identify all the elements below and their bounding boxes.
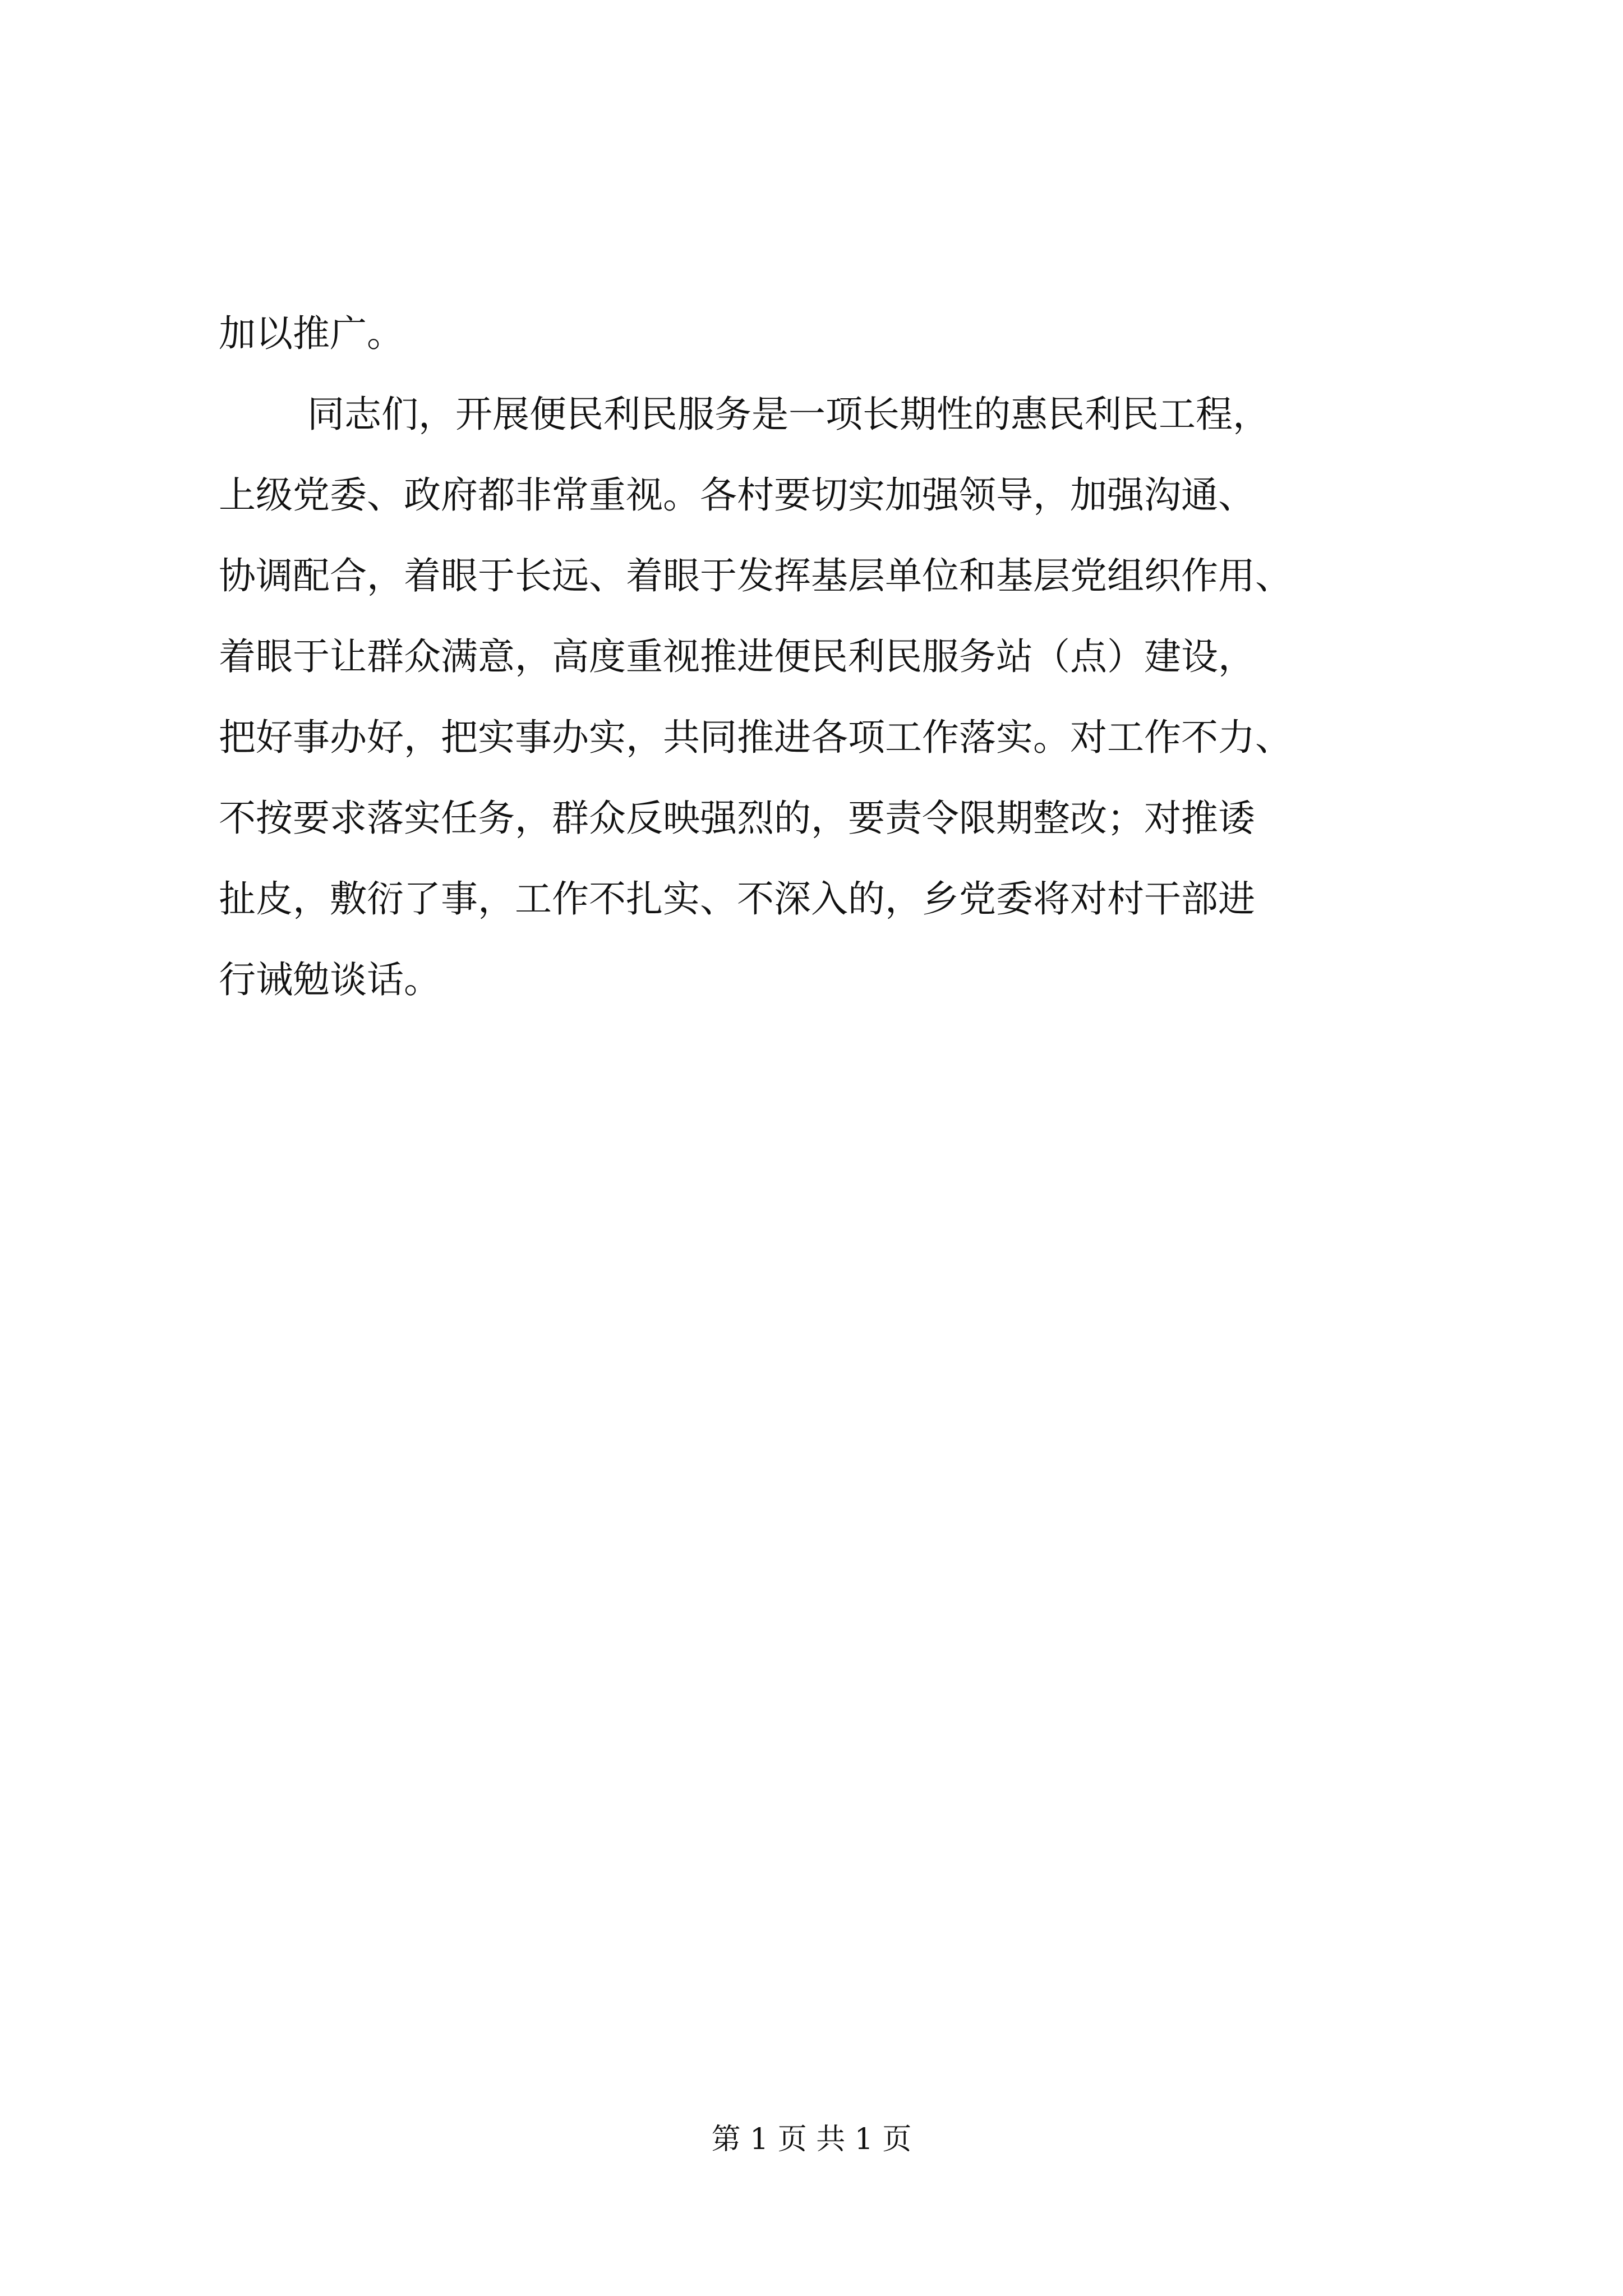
body-text-line: 上级党委、政府都非常重视。各村要切实加强领导，加强沟通、 [219,473,1255,517]
body-text-line: 行诫勉谈话。 [219,958,441,1001]
page-footer: 第 1 页 共 1 页 [711,2123,912,2156]
body-text-line: 协调配合，着眼于长远、着眼于发挥基层单位和基层党组织作用、 [219,554,1292,597]
body-text-line: 把好事办好，把实事办实，共同推进各项工作落实。对工作不力、 [219,716,1292,759]
body-text-line: 加以推广。 [219,312,404,355]
body-text-line: 扯皮，敷衍了事，工作不扎实、不深入的，乡党委将对村干部进 [219,877,1255,921]
body-text-line: 同志们，开展便民利民服务是一项长期性的惠民利民工程， [307,393,1270,436]
body-text-line: 不按要求落实任务，群众反映强烈的，要责令限期整改；对推诿 [219,797,1255,840]
body-text-line: 着眼于让群众满意，高度重视推进便民利民服务站（点）建设， [219,635,1255,678]
